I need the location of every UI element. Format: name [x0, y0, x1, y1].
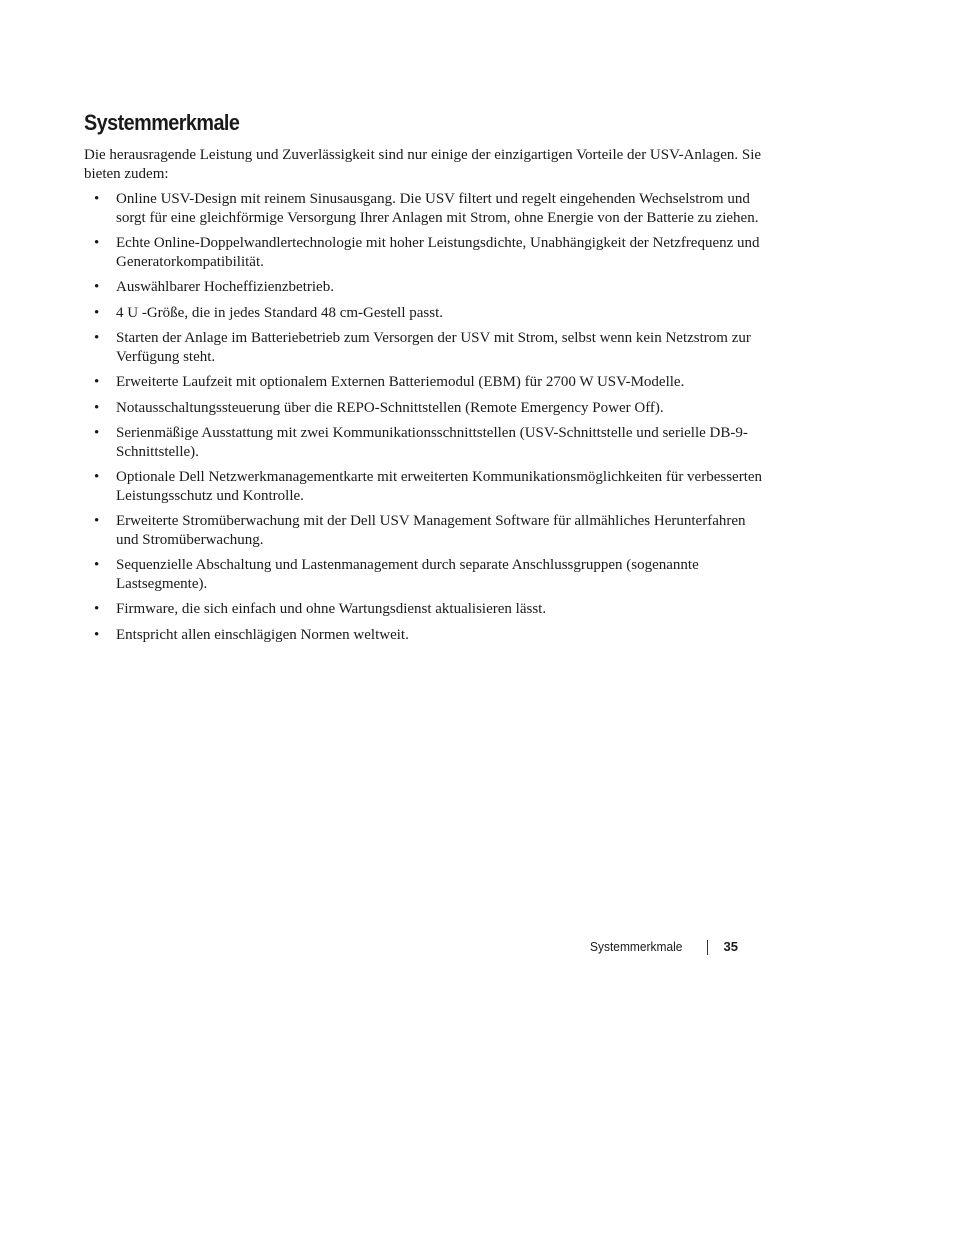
list-item	[84, 399, 764, 418]
list-item	[84, 304, 764, 323]
bullet-icon: •	[94, 626, 100, 643]
list-item-text: Online USV-Design mit reinem Sinusausgang. Die USV filtert und regelt eingehenden Wechselstrom und sorgt für eine gleichförmige Versorgung Ihrer Anlagen mit Strom, ohne Energie von der Batterie zu ziehen.	[116, 191, 759, 226]
bullet-icon: •	[94, 279, 100, 295]
list-item	[84, 234, 764, 271]
bullet-icon: •	[94, 235, 100, 251]
list-item-text: Serienmäßige Ausstattung mit zwei Kommunikationsschnittstellen (USV-Schnittstelle und serielle DB-9-Schnittstelle).	[116, 425, 748, 460]
footer-section-name: Systemmerkmale	[590, 939, 683, 954]
list-item	[84, 626, 764, 645]
bullet-icon: •	[94, 304, 100, 321]
page-title: Systemmerkmale	[84, 110, 240, 135]
list-item	[84, 600, 764, 619]
page-footer	[582, 938, 738, 956]
bullet-icon: •	[94, 425, 100, 441]
feature-list	[84, 190, 764, 651]
bullet-icon: •	[94, 601, 100, 617]
list-item-text: Entspricht allen einschlägigen Normen weltweit.	[116, 626, 409, 643]
bullet-icon: •	[94, 557, 100, 573]
list-item-text: Auswählbarer Hocheffizienzbetrieb.	[116, 279, 334, 295]
list-item	[84, 556, 764, 593]
list-item	[84, 424, 764, 461]
list-item	[84, 278, 764, 297]
bullet-icon: •	[94, 191, 100, 207]
list-item	[84, 373, 764, 392]
bullet-icon: •	[94, 513, 100, 529]
list-item	[84, 468, 764, 505]
list-item	[84, 512, 764, 549]
list-item-text: Erweiterte Stromüberwachung mit der Dell USV Management Software für allmähliches Herunterfahren und Stromüberwachung.	[116, 513, 746, 548]
list-item-text: 4 U -Größe, die in jedes Standard 48 cm-Gestell passt.	[116, 304, 444, 321]
list-item	[84, 190, 764, 227]
bullet-icon: •	[94, 374, 100, 390]
list-item-text: Echte Online-Doppelwandlertechnologie mit hoher Leistungsdichte, Unabhängigkeit der Netzfrequenz und Generatorkompatibilität.	[116, 235, 760, 270]
bullet-icon: •	[94, 330, 100, 346]
list-item-text: Starten der Anlage im Batteriebetrieb zum Versorgen der USV mit Strom, selbst wenn kein Netzstrom zur Verfügung steht.	[116, 330, 751, 365]
list-item-text: Notausschaltungssteuerung über die REPO-Schnittstellen (Remote Emergency Power Off).	[116, 399, 664, 416]
page-number: 35	[723, 939, 738, 954]
list-item-text: Erweiterte Laufzeit mit optionalem Externen Batteriemodul (EBM) für 2700 W USV-Modelle.	[116, 374, 685, 390]
list-item	[84, 329, 764, 366]
list-item-text: Optionale Dell Netzwerkmanagementkarte mit erweiterten Kommunikationsmöglichkeiten für verbesserten Leistungsschutz und Kontrolle.	[116, 469, 763, 504]
list-item-text: Sequenzielle Abschaltung und Lastenmanagement durch separate Anschlussgruppen (sogenannte Lastsegmente).	[116, 557, 699, 592]
list-item-text: Firmware, die sich einfach und ohne Wartungsdienst aktualisieren lässt.	[116, 601, 547, 617]
intro-paragraph: Die herausragende Leistung und Zuverlässigkeit sind nur einige der einzigartigen Vorteile der USV-Anlagen. Sie bieten zudem:	[84, 147, 762, 182]
bullet-icon: •	[94, 469, 100, 485]
bullet-icon: •	[94, 399, 100, 416]
footer-divider	[707, 940, 708, 955]
